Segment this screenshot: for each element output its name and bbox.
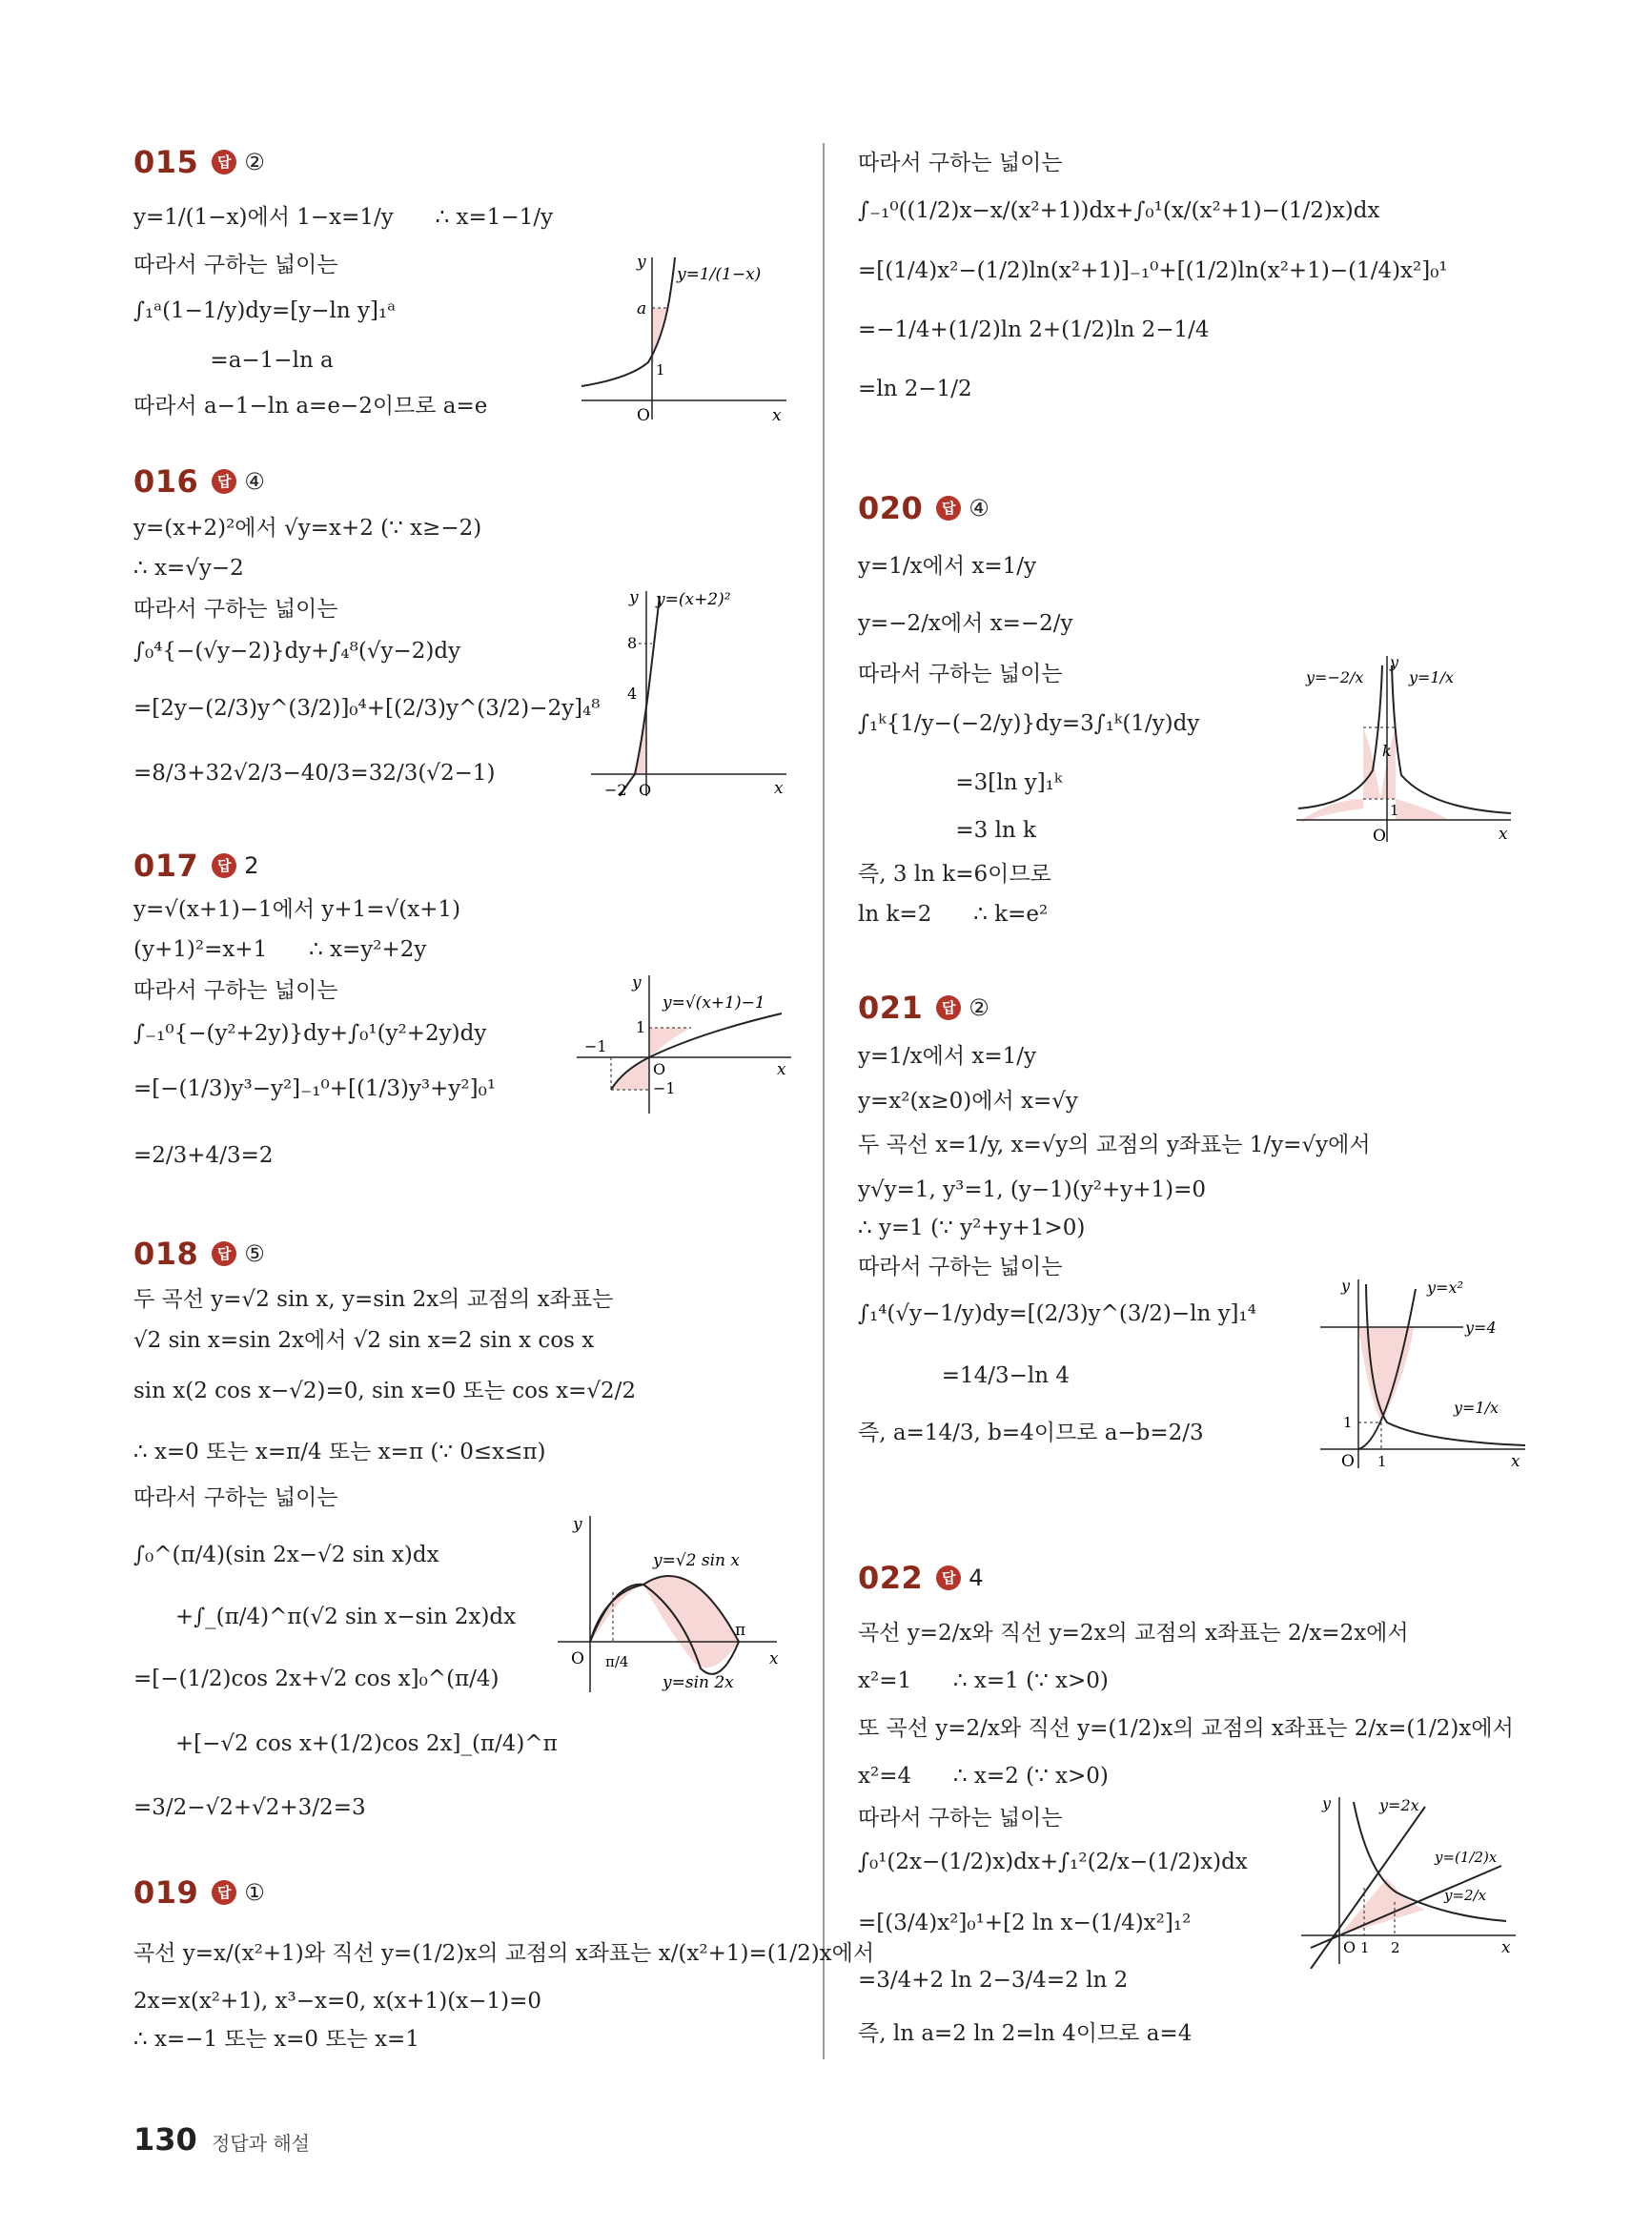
answer-value: ④ xyxy=(244,468,265,495)
solution-line: =3/2−√2+√2+3/2=3 xyxy=(133,1795,366,1820)
solution-line: =−1/4+(1/2)ln 2+(1/2)ln 2−1/4 xyxy=(858,317,1210,342)
solution-line: =[(3/4)x²]₀¹+[2 ln x−(1/4)x²]₁² xyxy=(858,1911,1192,1935)
solution-line: 따라서 구하는 넓이는 xyxy=(858,662,1063,686)
solution-line: x²=1 ∴ x=1 (∵ x>0) xyxy=(858,1668,1109,1693)
solution-line: 즉, a=14/3, b=4이므로 a−b=2/3 xyxy=(858,1421,1204,1445)
axis-label-y: y xyxy=(632,975,642,992)
axis-label-x: x xyxy=(1511,1452,1520,1470)
graph-016 xyxy=(591,591,791,801)
solution-line: 곡선 y=x/(x²+1)와 직선 y=(1/2)x의 교점의 x좌표는 x/(x²+1)=(1/2)x에서 xyxy=(133,1941,875,1966)
problem-018 xyxy=(133,1230,782,1820)
problem-022 xyxy=(858,1554,1544,2046)
solution-line: =8/3+32√2/3−40/3=32/3(√2−1) xyxy=(133,761,496,786)
solution-line: ∫₁⁴(√y−1/y)dy=[(2/3)y^(3/2)−ln y]₁⁴ xyxy=(858,1301,1256,1326)
solution-line: =3 ln k xyxy=(858,818,1036,843)
solution-line: =2/3+4/3=2 xyxy=(133,1143,274,1168)
solution-line: ∴ x=√y−2 xyxy=(133,556,244,581)
solution-line: y=(x+2)²에서 √y=x+2 (∵ x≥−2) xyxy=(133,516,482,541)
solution-line: =[(1/4)x²−(1/2)ln(x²+1)]₋₁⁰+[(1/2)ln(x²+1)−(1/4)x²]₀¹ xyxy=(858,258,1448,283)
origin-label: O xyxy=(639,781,652,799)
problem-number: 022 xyxy=(858,1560,924,1596)
solution-line: ∫₀^(π/4)(sin 2x−√2 sin x)dx xyxy=(133,1543,439,1567)
curve-label: y=2/x xyxy=(1444,1887,1487,1904)
solution-line: sin x(2 cos x−√2)=0, sin x=0 또는 cos x=√2/2 xyxy=(133,1379,637,1403)
tick-label: 4 xyxy=(627,685,638,703)
tick-label: 1 xyxy=(636,1018,646,1036)
solution-line: 곡선 y=2/x와 직선 y=2x의 교점의 x좌표는 2/x=2x에서 xyxy=(858,1621,1409,1646)
solution-line: +[−√2 cos x+(1/2)cos 2x]_(π/4)^π xyxy=(133,1731,558,1756)
tick-label: k xyxy=(1382,742,1392,760)
problem-header xyxy=(133,458,782,505)
problem-number: 021 xyxy=(858,990,924,1026)
origin-label: O xyxy=(653,1060,666,1078)
answer-value: 2 xyxy=(244,852,259,879)
axis-label-x: x xyxy=(1499,825,1508,844)
axis-label-x: x xyxy=(774,779,784,798)
problem-header xyxy=(133,1869,782,1916)
problem-header xyxy=(133,138,782,186)
problem-number: 015 xyxy=(133,144,199,180)
solution-line: 따라서 구하는 넓이는 xyxy=(858,151,1063,175)
solution-line: 따라서 구하는 넓이는 xyxy=(858,1806,1063,1831)
solution-line: y√y=1, y³=1, (y−1)(y²+y+1)=0 xyxy=(858,1177,1206,1202)
solution-line: 따라서 구하는 넓이는 xyxy=(133,597,338,622)
answer-tag: 답 xyxy=(936,995,961,1020)
answer-value: ④ xyxy=(969,495,989,522)
curve-label: y=−2/x xyxy=(1306,668,1364,686)
solution-line: =[−(1/2)cos 2x+√2 cos x]₀^(π/4) xyxy=(133,1667,500,1691)
solution-line: 따라서 구하는 넓이는 xyxy=(133,1485,338,1510)
curve-label: y=sin 2x xyxy=(663,1673,734,1692)
curve-label: y=x² xyxy=(1427,1279,1463,1297)
answer-tag: 답 xyxy=(936,496,961,521)
axis-label-y: y xyxy=(629,591,639,607)
section-title: 정답과 해설 xyxy=(212,2132,310,2155)
axis-label-x: x xyxy=(769,1649,779,1668)
tick-label: 2 xyxy=(1391,1939,1400,1956)
curve-label: y=(x+2)² xyxy=(656,591,731,609)
tick-label: 8 xyxy=(627,634,638,652)
graph-021 xyxy=(1320,1279,1530,1470)
solution-line: y=√(x+1)−1에서 y+1=√(x+1) xyxy=(133,897,461,922)
tick-label: 1 xyxy=(1377,1453,1387,1470)
solution-line: ∫₁ᵏ{1/y−(−2/y)}dy=3∫₁ᵏ(1/y)dy xyxy=(858,711,1200,736)
column-divider xyxy=(823,143,825,2059)
tick-label: 1 xyxy=(1390,802,1399,819)
solution-line: (y+1)²=x+1 ∴ x=y²+2y xyxy=(133,937,427,962)
answer-tag: 답 xyxy=(936,1565,961,1590)
solution-line: x²=4 ∴ x=2 (∵ x>0) xyxy=(858,1764,1109,1789)
axis-label-x: x xyxy=(777,1060,786,1079)
tick-label: −2 xyxy=(604,781,627,799)
solution-line: y=1/x에서 x=1/y xyxy=(858,1044,1036,1069)
solution-line: √2 sin x=sin 2x에서 √2 sin x=2 sin x cos x xyxy=(133,1328,595,1353)
problem-header xyxy=(858,1554,1544,1602)
tick-label: a xyxy=(637,299,647,318)
line-label: y=2x xyxy=(1379,1797,1419,1814)
solution-line: 두 곡선 y=√2 sin x, y=sin 2x의 교점의 x좌표는 xyxy=(133,1287,614,1312)
solution-line: ∫₀¹(2x−(1/2)x)dx+∫₁²(2/x−(1/2)x)dx xyxy=(858,1850,1248,1874)
answer-tag: 답 xyxy=(212,469,236,494)
solution-line: ∫₋₁⁰((1/2)x−x/(x²+1))dx+∫₀¹(x/(x²+1)−(1/2)x)dx xyxy=(858,198,1380,223)
solution-line: y=1/x에서 x=1/y xyxy=(858,554,1036,579)
origin-label: O xyxy=(637,406,650,424)
tick-label: −1 xyxy=(584,1037,607,1055)
solution-line: 또 곡선 y=2/x와 직선 y=(1/2)x의 교점의 x좌표는 2/x=(1/2)x에서 xyxy=(858,1716,1514,1741)
problem-number: 018 xyxy=(133,1236,199,1272)
solution-line: ∴ x=−1 또는 x=0 또는 x=1 xyxy=(133,2027,419,2052)
solution-line: ∴ y=1 (∵ y²+y+1>0) xyxy=(858,1216,1086,1240)
problem-number: 017 xyxy=(133,848,199,884)
solution-line: y=x²(x≥0)에서 x=√y xyxy=(858,1089,1078,1114)
problem-number: 016 xyxy=(133,463,199,500)
problem-header xyxy=(858,984,1544,1032)
solution-line: =ln 2−1/2 xyxy=(858,377,972,401)
solution-line: y=1/(1−x)에서 1−x=1/y ∴ x=1−1/y xyxy=(133,205,554,230)
solution-line: =3[ln y]₁ᵏ xyxy=(858,770,1063,795)
solution-line: 즉, ln a=2 ln 2=ln 4이므로 a=4 xyxy=(858,2021,1193,2046)
solution-line: =[−(1/3)y³−y²]₋₁⁰+[(1/3)y³+y²]₀¹ xyxy=(133,1076,497,1101)
solution-line: ∫₀⁴{−(√y−2)}dy+∫₄⁸(√y−2)dy xyxy=(133,639,461,664)
axis-label-y: y xyxy=(573,1516,582,1534)
solution-line: =3/4+2 ln 2−3/4=2 ln 2 xyxy=(858,1968,1129,1993)
graph-022 xyxy=(1301,1797,1520,1969)
problem-header xyxy=(133,1230,782,1278)
problem-017 xyxy=(133,842,786,1168)
answer-value: ① xyxy=(244,1879,265,1906)
problem-019 xyxy=(133,1869,875,2052)
problem-016 xyxy=(133,458,784,799)
solution-line: 즉, 3 ln k=6이므로 xyxy=(858,862,1051,887)
problem-015 xyxy=(133,138,782,424)
origin-label: O xyxy=(1341,1452,1355,1470)
answer-tag: 답 xyxy=(212,1241,236,1266)
curve-label: y=√2 sin x xyxy=(653,1551,741,1570)
solution-line: =[2y−(2/3)y^(3/2)]₀⁴+[(2/3)y^(3/2)−2y]₄⁸ xyxy=(133,696,601,721)
curve-label: y=1/x xyxy=(1454,1399,1499,1417)
axis-label-y: y xyxy=(1322,1797,1332,1812)
problem-number: 019 xyxy=(133,1874,199,1911)
line-label: y=(1/2)x xyxy=(1435,1849,1498,1866)
answer-value: ⑤ xyxy=(244,1240,265,1267)
answer-value: ② xyxy=(244,149,265,175)
origin-label: O xyxy=(1343,1938,1356,1956)
tick-label: 1 xyxy=(1343,1414,1353,1431)
solution-line: 2x=x(x²+1), x³−x=0, x(x+1)(x−1)=0 xyxy=(133,1989,541,2014)
tick-label: 1 xyxy=(1360,1939,1370,1956)
solution-line: ∴ x=0 또는 x=π/4 또는 x=π (∵ 0≤x≤π) xyxy=(133,1440,546,1464)
tick-label: π/4 xyxy=(605,1653,629,1670)
tick-label: −1 xyxy=(653,1079,676,1097)
curve-label: y=1/(1−x) xyxy=(677,265,762,284)
graph-018 xyxy=(558,1516,786,1697)
solution-line: =a−1−ln a xyxy=(133,348,334,373)
curve-label: y=√(x+1)−1 xyxy=(663,993,765,1013)
tick-label: 1 xyxy=(656,361,665,378)
solution-line: +∫_(π/4)^π(√2 sin x−sin 2x)dx xyxy=(133,1605,517,1629)
problem-020 xyxy=(858,484,1544,927)
answer-value: ② xyxy=(969,994,989,1021)
solution-line: 따라서 구하는 넓이는 xyxy=(858,1255,1063,1279)
solution-line: ∫₋₁⁰{−(y²+2y)}dy+∫₀¹(y²+2y)dy xyxy=(133,1021,487,1046)
axis-label-y: y xyxy=(1390,656,1399,671)
axis-label-x: x xyxy=(772,406,782,424)
axis-label-y: y xyxy=(637,253,646,272)
problem-number: 020 xyxy=(858,490,924,526)
answer-tag: 답 xyxy=(212,853,236,878)
solution-line: =14/3−ln 4 xyxy=(858,1363,1071,1388)
solution-line: ln k=2 ∴ k=e² xyxy=(858,902,1049,927)
problem-header xyxy=(133,842,782,890)
graph-015 xyxy=(581,253,791,424)
answer-tag: 답 xyxy=(212,1880,236,1905)
solution-line: 따라서 구하는 넓이는 xyxy=(133,978,338,1003)
graph-017 xyxy=(577,975,796,1118)
solution-line: 두 곡선 x=1/y, x=√y의 교점의 y좌표는 1/y=√y에서 xyxy=(858,1133,1371,1157)
graph-020 xyxy=(1296,656,1516,847)
origin-label: O xyxy=(1373,827,1386,846)
answer-tag: 답 xyxy=(212,150,236,174)
origin-label: O xyxy=(571,1649,584,1668)
answer-value: 4 xyxy=(969,1565,984,1591)
axis-label-y: y xyxy=(1341,1279,1351,1295)
problem-header xyxy=(858,484,1544,532)
tick-label: π xyxy=(735,1621,746,1640)
solution-line: 따라서 구하는 넓이는 xyxy=(133,253,338,277)
line-label: y=4 xyxy=(1465,1319,1497,1337)
axis-label-x: x xyxy=(1501,1938,1511,1957)
curve-label: y=1/x xyxy=(1409,668,1455,686)
solution-line: 따라서 a−1−ln a=e−2이므로 a=e xyxy=(133,394,488,419)
page-number: 130 xyxy=(133,2121,197,2158)
solution-line: ∫₁ᵃ(1−1/y)dy=[y−ln y]₁ᵃ xyxy=(133,298,397,323)
problem-021 xyxy=(858,984,1544,1470)
solution-line: y=−2/x에서 x=−2/y xyxy=(858,611,1073,636)
